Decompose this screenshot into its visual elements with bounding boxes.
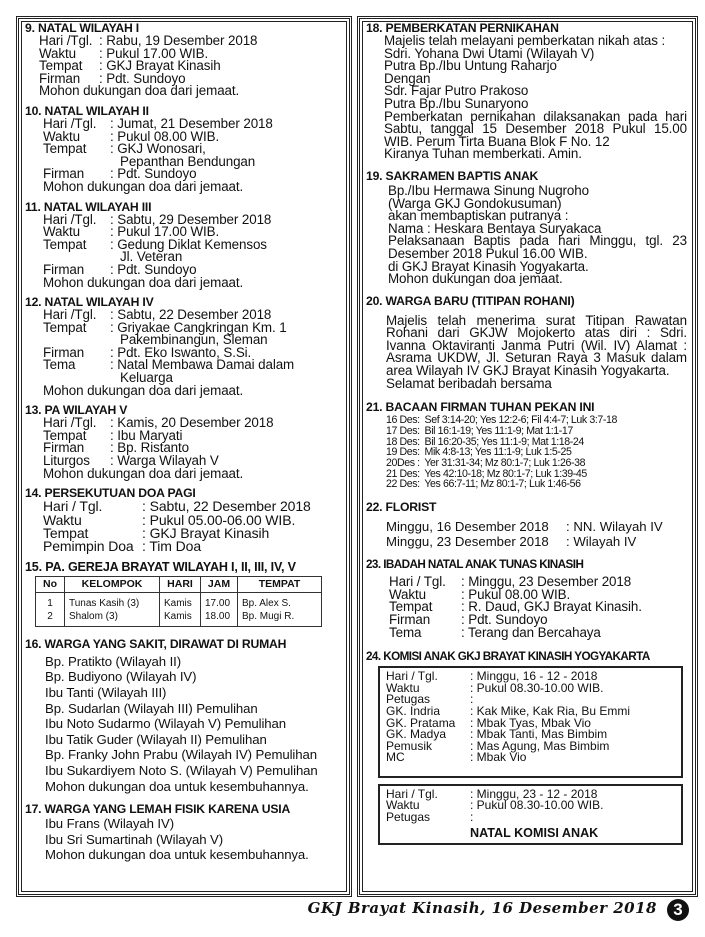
section-warga-lemah-fisik bbox=[25, 802, 345, 863]
cell-no: 2 bbox=[36, 610, 65, 627]
field-value: : Pdt. Sundoyo bbox=[461, 611, 548, 627]
left-column bbox=[16, 16, 352, 897]
field-value: : Rabu, 19 Desember 2018 bbox=[99, 33, 258, 48]
field-value: : Kamis, 20 Desember 2018 bbox=[110, 415, 274, 431]
text-line: Sdr. Fajar Putro Prakoso bbox=[384, 83, 529, 99]
field-value: : Kak Mike, Kak Ria, Bu Emmi bbox=[470, 703, 631, 718]
reading-passages: Yes 42:10-18; Mz 80:1-7; Luk 1:39-45 bbox=[424, 467, 587, 480]
field-value: : Sabtu, 22 Desember 2018 bbox=[142, 498, 311, 515]
field-label: Pemimpin Doa bbox=[43, 538, 134, 555]
field-label: Tempat bbox=[43, 525, 89, 542]
field-value: : Sabtu, 29 Desember 2018 bbox=[110, 211, 272, 227]
section-title: 20. WARGA BARU (TITIPAN ROHANI) bbox=[366, 293, 575, 308]
field-value: : Mbak Tanti, Mas Bimbim bbox=[470, 727, 608, 742]
section-sakramen-baptis bbox=[366, 169, 687, 286]
field-value: : Warga Wilayah V bbox=[110, 453, 219, 469]
text-line: Sdri. Yohana Dwi Utami (Wilayah V) bbox=[384, 45, 595, 61]
text-line: Putra Bp./Ibu Sunaryono bbox=[384, 95, 529, 111]
field-label: Waktu bbox=[39, 45, 76, 61]
field-label: Tempat bbox=[39, 58, 83, 74]
field-value: : Pdt. Eko Iswanto, S.Si. bbox=[110, 344, 252, 360]
section-title: 23. IBADAH NATAL ANAK TUNAS KINASIH bbox=[366, 557, 584, 572]
field-label: Firman bbox=[389, 611, 431, 627]
field-value: : Pdt. Sundoyo bbox=[110, 261, 197, 277]
right-column bbox=[357, 16, 698, 897]
section-title: 13. PA WILAYAH V bbox=[25, 403, 128, 418]
reading-day: 18 Des: bbox=[386, 435, 420, 448]
field-value: : Minggu, 23 - 12 - 2018 bbox=[470, 786, 598, 801]
text-line: Bp./Ibu Hermawa Sinung Nugroho bbox=[388, 182, 589, 198]
reading-day: 20Des : bbox=[386, 457, 420, 470]
field-value-continued: Jl. Veteran bbox=[120, 249, 183, 265]
field-label: Hari /Tgl. bbox=[43, 415, 97, 431]
prayer-note: Mohon dukungan doa untuk kesembuhannya. bbox=[45, 778, 309, 794]
reading-passages: Bil 16:20-35; Yes 11:1-9; Mat 1:18-24 bbox=[424, 435, 584, 448]
cell-kelompok: Tunas Kasih (3) bbox=[65, 592, 160, 610]
field-value: : Pukul 05.00-06.00 WIB. bbox=[142, 511, 296, 528]
field-value: : R. Daud, GKJ Brayat Kinasih. bbox=[461, 599, 642, 615]
readings-list bbox=[366, 414, 687, 490]
field-value: : bbox=[470, 810, 474, 825]
section-title: 10. NATAL WILAYAH II bbox=[25, 103, 149, 118]
field-label: Waktu bbox=[43, 224, 80, 240]
field-label: GK. Pratama bbox=[386, 715, 456, 730]
field-value: : Mas Agung, Mas Bimbim bbox=[470, 738, 610, 753]
section-title: 22. FLORIST bbox=[366, 500, 437, 515]
reading-day: 19 Des: bbox=[386, 446, 420, 459]
section-ibadah-natal-anak bbox=[366, 557, 687, 639]
field-label: Tema bbox=[43, 357, 76, 373]
field-label: Waktu bbox=[43, 511, 82, 528]
field-label: Firman bbox=[43, 261, 85, 277]
section-title: 9. NATAL WILAYAH I bbox=[25, 21, 139, 35]
prayer-note: Mohon dukungan doa untuk kesembuhannya. bbox=[45, 847, 309, 863]
field-value-continued: Pepanthan Bendungan bbox=[120, 153, 256, 169]
column-header-hari: HARI bbox=[160, 576, 201, 592]
cell-tempat: Bp. Alex S. bbox=[238, 592, 322, 610]
section-warga-sakit bbox=[25, 637, 345, 794]
field-label: MC bbox=[386, 750, 405, 765]
section-title: 19. SAKRAMEN BAPTIS ANAK bbox=[366, 168, 539, 183]
section-title: 16. WARGA YANG SAKIT, DIRAWAT DI RUMAH bbox=[25, 636, 287, 651]
field-label: Hari /Tgl. bbox=[39, 33, 93, 48]
field-value: : Pukul 17.00 WIB. bbox=[99, 45, 209, 61]
field-label: Waktu bbox=[389, 586, 426, 602]
list-item: Ibu Sukardiyem Noto S. (Wilayah V) Pemulihan bbox=[45, 763, 318, 778]
field-value: : GKJ Wonosari, bbox=[110, 141, 206, 157]
cell-hari: Kamis bbox=[160, 592, 201, 610]
field-label: Hari / Tgl. bbox=[386, 786, 438, 801]
field-label: Firman bbox=[39, 70, 81, 86]
prayer-note: Mohon dukungan doa dari jemaat. bbox=[43, 274, 244, 290]
florist-assignee: : NN. Wilayah IV bbox=[566, 519, 663, 535]
field-label: Waktu bbox=[386, 680, 420, 695]
field-label: Firman bbox=[43, 344, 85, 360]
section-pa-gereja-brayat bbox=[25, 560, 345, 627]
cell-no: 1 bbox=[36, 592, 65, 610]
baptism-details-paragraph: Pelaksanaan Baptis pada hari Minggu, tgl. 23 Desember 2018 Pukul 16.00 WIB. bbox=[388, 233, 687, 261]
florist-assignee: : Wilayah IV bbox=[566, 534, 637, 550]
field-value: : Sabtu, 22 Desember 2018 bbox=[110, 307, 272, 323]
komisi-anak-box-week-2 bbox=[378, 784, 683, 845]
field-value: : Bp. Ristanto bbox=[110, 440, 189, 456]
column-header-tempat: TEMPAT bbox=[238, 576, 322, 592]
section-natal-wilayah-4 bbox=[25, 295, 345, 397]
text-line: akan membaptiskan putranya : bbox=[388, 208, 569, 224]
field-value: : Jumat, 21 Desember 2018 bbox=[110, 115, 273, 131]
section-title: 11. NATAL WILAYAH III bbox=[25, 199, 152, 214]
section-florist bbox=[366, 500, 687, 549]
field-label: Tempat bbox=[43, 236, 87, 252]
reading-day: 21 Des: bbox=[386, 467, 420, 480]
table-row bbox=[36, 610, 322, 627]
column-header-kelompok: KELOMPOK bbox=[65, 576, 160, 592]
section-title: 18. PEMBERKATAN PERNIKAHAN bbox=[366, 21, 559, 35]
field-value: : GKJ Brayat Kinasih bbox=[142, 525, 270, 542]
section-title: 12. NATAL WILAYAH IV bbox=[25, 295, 154, 310]
field-label: Hari /Tgl. bbox=[43, 115, 97, 131]
column-header-jam: JAM bbox=[201, 576, 238, 592]
prayer-note: Mohon dukungan doa dari jemaat. bbox=[43, 382, 244, 398]
field-value: : Pukul 08.00 WIB. bbox=[461, 586, 571, 602]
field-label: Hari /Tgl. bbox=[43, 307, 97, 323]
komisi-anak-box-week-1 bbox=[378, 666, 683, 778]
reading-passages: Yes 66:7-11; Mz 80:1-7; Luk 1:46-56 bbox=[424, 478, 581, 491]
new-member-paragraph: Majelis telah menerima surat Titipan Rawatan Rohani dari GKJW Mojokerto atas diri : Sdri. Ivanna Oktaviranti Janma Putri (Wil. IV) Alamat : Asrama UKDW, Jl. Seturan Raya 3 Masuk dalam area Wilayah IV GKJ Brayat Kinasih Yogyakarta. bbox=[386, 312, 687, 379]
prayer-note: Mohon dukungan doa dari jemaat. bbox=[43, 178, 244, 194]
text-line: Nama : Heskara Bentaya Suryakaca bbox=[388, 220, 602, 236]
field-value: : GKJ Brayat Kinasih bbox=[99, 58, 221, 74]
cell-jam: 18.00 bbox=[201, 610, 238, 627]
section-bacaan-firman bbox=[366, 400, 687, 490]
field-value-continued: Pakembinangun, Sleman bbox=[120, 332, 268, 348]
field-label: Tempat bbox=[43, 141, 87, 157]
field-value: : Mbak Vio bbox=[470, 750, 527, 765]
field-value: : Terang dan Bercahaya bbox=[461, 624, 601, 640]
reading-item bbox=[386, 479, 687, 490]
field-label: GK. Madya bbox=[386, 727, 447, 742]
list-item: Ibu Sri Sumartinah (Wilayah V) bbox=[45, 831, 224, 847]
field-value: : Ibu Maryati bbox=[110, 427, 183, 443]
field-label: Firman bbox=[43, 166, 85, 182]
section-title: 14. PERSEKUTUAN DOA PAGI bbox=[25, 486, 196, 501]
field-label: Tempat bbox=[389, 599, 433, 615]
florist-date: Minggu, 16 Desember 2018 bbox=[386, 519, 549, 535]
reading-passages: Mik 4:8-13; Yes 11:1-9; Luk 1:5-25 bbox=[424, 446, 572, 459]
prayer-note: Mohon dukungan doa dari jemaat. bbox=[39, 83, 240, 99]
field-value: : Minggu, 23 Desember 2018 bbox=[461, 574, 632, 590]
left-column-content bbox=[25, 21, 345, 869]
field-value: : Griyakae Cangkringan Km. 1 bbox=[110, 319, 287, 335]
list-item: Ibu Tatik Guder (Wilayah II) Pemulihan bbox=[45, 731, 267, 747]
field-label: Petugas bbox=[386, 692, 431, 707]
field-value: : Pukul 08.30-10.00 WIB. bbox=[470, 680, 604, 695]
section-title: 24. KOMISI ANAK GKJ BRAYAT KINASIH YOGYAKARTA bbox=[366, 649, 650, 664]
reading-day: 16 Des: bbox=[386, 414, 420, 427]
cell-jam: 17.00 bbox=[201, 592, 238, 610]
field-label: Petugas bbox=[386, 810, 431, 825]
field-label: Pemusik bbox=[386, 738, 433, 753]
text-line: Majelis telah melayani pemberkatan nikah atas : bbox=[384, 33, 666, 48]
cell-kelompok: Shalom (3) bbox=[65, 610, 160, 627]
prayer-note: Mohon dukungan doa dari jemaat. bbox=[43, 465, 244, 481]
wedding-details-paragraph: Pemberkatan pernikahan dilaksanakan pada hari Sabtu, tanggal 15 Desember 2018 Pukul 15.00 WIB. Perum Tirta Buana Blok F No. 12 bbox=[384, 108, 687, 149]
table-header-row bbox=[36, 576, 322, 592]
reading-passages: Sef 3:14-20; Yes 12:2-6; Fil 4:4-7; Luk 3:7-18 bbox=[424, 414, 617, 427]
greeting-note: Selamat beribadah bersama bbox=[386, 375, 552, 391]
table-row bbox=[36, 592, 322, 610]
reading-day: 22 Des: bbox=[386, 478, 420, 491]
field-label: Tempat bbox=[43, 319, 87, 335]
field-value: : Natal Membawa Damai dalam bbox=[110, 357, 295, 373]
field-label: Hari / Tgl. bbox=[43, 498, 103, 515]
field-label: Hari / Tgl. bbox=[389, 574, 446, 590]
field-value: : Tim Doa bbox=[142, 538, 202, 555]
footer-church-date: GKJ Brayat Kinasih, 16 Desember 2018 bbox=[307, 899, 657, 917]
field-label: Hari / Tgl. bbox=[386, 669, 438, 684]
text-line: Putra Bp./Ibu Untung Raharjo bbox=[384, 58, 557, 74]
field-value: : bbox=[470, 692, 474, 707]
field-value: : Pdt. Sundoyo bbox=[110, 166, 197, 182]
right-column-content bbox=[366, 21, 687, 851]
list-item: Ibu Noto Sudarmo (Wilayah V) Pemulihan bbox=[45, 716, 287, 732]
text-line: di GKJ Brayat Kinasih Yogyakarta. bbox=[388, 258, 589, 274]
field-label: GK. Indria bbox=[386, 703, 441, 718]
list-item: Bp. Budiyono (Wilayah IV) bbox=[45, 669, 197, 685]
field-label: Liturgos bbox=[43, 453, 90, 469]
list-item: Bp. Pratikto (Wilayah II) bbox=[45, 653, 182, 669]
reading-passages: Bil 16:1-19; Yes 11:1-9; Mat 1:1-17 bbox=[424, 424, 573, 437]
field-label: Firman bbox=[43, 440, 85, 456]
section-title: 15. PA. GEREJA BRAYAT WILAYAH I, II, III, IV, V bbox=[25, 559, 296, 574]
field-label: Waktu bbox=[43, 128, 80, 144]
section-persekutuan-doa-pagi bbox=[25, 486, 345, 554]
reading-passages: Yer 31:31-34; Mz 80:1-7; Luk 1:26-38 bbox=[424, 457, 586, 470]
reading-day: 17 Des: bbox=[386, 424, 420, 437]
field-value: : Gedung Diklat Kemensos bbox=[110, 236, 267, 252]
field-value: : Minggu, 16 - 12 - 2018 bbox=[470, 669, 598, 684]
natal-komisi-anak-heading: NATAL KOMISI ANAK bbox=[470, 825, 599, 840]
text-line: (Warga GKJ Gondokusuman) bbox=[388, 195, 562, 211]
florist-date: Minggu, 23 Desember 2018 bbox=[386, 534, 549, 550]
column-header-no: No bbox=[36, 576, 65, 592]
field-value: : Pukul 08.30-10.00 WIB. bbox=[470, 798, 604, 813]
cell-hari: Kamis bbox=[160, 610, 201, 627]
pa-schedule-table bbox=[35, 576, 322, 627]
list-item: Ibu Frans (Wilayah IV) bbox=[45, 816, 174, 832]
prayer-note: Mohon dukungan doa jemaat. bbox=[388, 271, 563, 287]
section-natal-wilayah-1 bbox=[25, 21, 345, 98]
cell-tempat: Bp. Mugi R. bbox=[238, 610, 322, 627]
section-warga-baru bbox=[366, 294, 687, 391]
section-komisi-anak bbox=[366, 649, 687, 845]
page-number-badge: 3 bbox=[667, 899, 689, 921]
section-natal-wilayah-3 bbox=[25, 200, 345, 290]
list-item: Bp. Franky John Prabu (Wilayah IV) Pemulihan bbox=[45, 747, 317, 763]
field-value: : Mbak Tyas, Mbak Vio bbox=[470, 715, 591, 730]
field-label: Waktu bbox=[386, 798, 420, 813]
section-title: 17. WARGA YANG LEMAH FISIK KARENA USIA bbox=[25, 802, 291, 817]
list-item: Ibu Tanti (Wilayah III) bbox=[45, 685, 167, 701]
field-value: : Pukul 08.00 WIB. bbox=[110, 128, 220, 144]
field-label: Hari /Tgl. bbox=[43, 211, 97, 227]
list-item: Bp. Sudarlan (Wilayah III) Pemulihan bbox=[45, 700, 258, 716]
section-title: 21. BACAAN FIRMAN TUHAN PEKAN INI bbox=[366, 400, 595, 415]
blessing-note: Kiranya Tuhan memberkati. Amin. bbox=[384, 146, 582, 162]
field-label: Tema bbox=[389, 624, 422, 640]
field-value: : Pdt. Sundoyo bbox=[99, 70, 186, 86]
section-natal-wilayah-2 bbox=[25, 104, 345, 194]
field-value: : Pukul 17.00 WIB. bbox=[110, 224, 220, 240]
section-pa-wilayah-5 bbox=[25, 403, 345, 480]
text-line: Dengan bbox=[384, 70, 431, 86]
section-pemberkatan-pernikahan bbox=[366, 21, 687, 161]
field-value-continued: Keluarga bbox=[120, 370, 173, 386]
field-label: Tempat bbox=[43, 427, 87, 443]
